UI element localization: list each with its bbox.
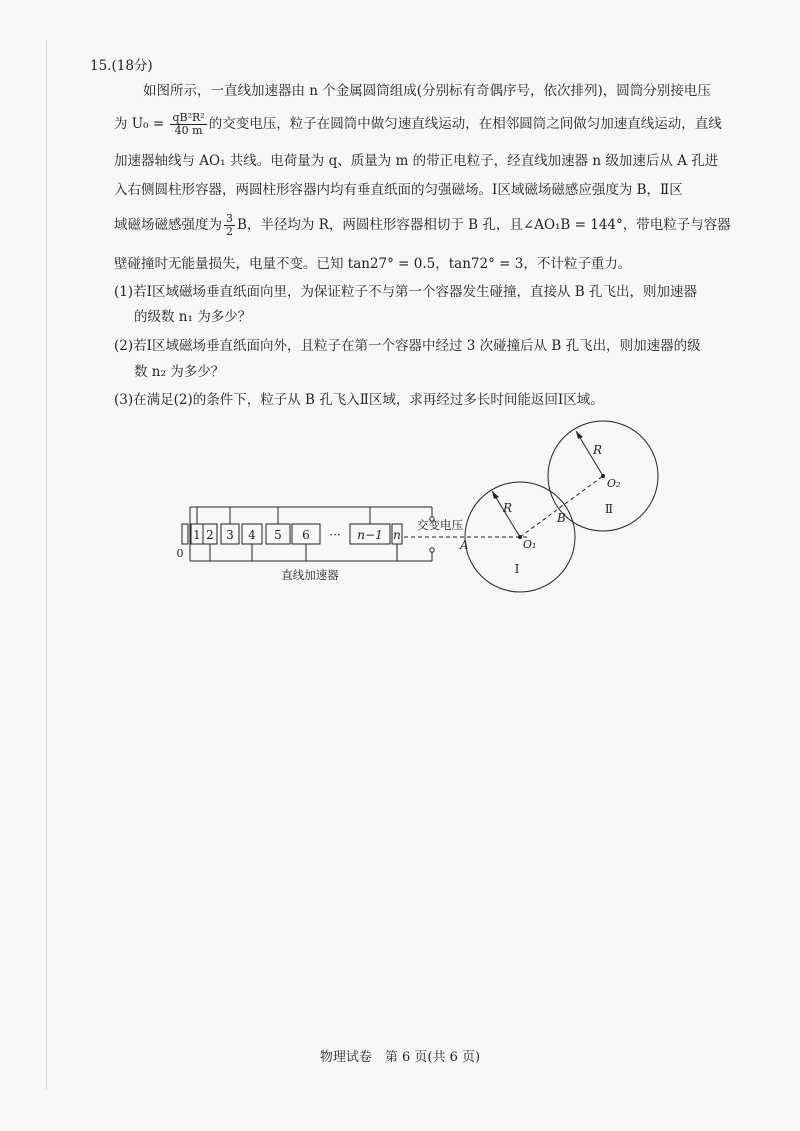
plate-zero-label: 0 — [176, 547, 184, 560]
question-number: 15. — [90, 58, 112, 74]
tube-label-4: 4 — [248, 528, 256, 542]
field2-numerator: 3 — [226, 212, 233, 225]
subq2-line-2: 数 n₂ 为多少？ — [134, 364, 225, 380]
accelerator-label: 直线加速器 — [281, 568, 339, 582]
field2-prefix: 域磁场磁感强度为 — [114, 217, 222, 233]
point-b-label: B — [557, 511, 566, 525]
tube-label-n-1: n−1 — [357, 528, 383, 542]
subq3-line-1: (3)在满足(2)的条件下，粒子从 B 孔飞入Ⅱ区域，求再经过多长时间能返回Ⅰ区域。 — [114, 392, 604, 408]
stem-line-6: 壁碰撞时无能量损失，电量不变。已知 tan27° = 0.5，tan72° = 3，不计粒子重力。 — [114, 256, 632, 272]
voltage-prefix: 为 U₀ = — [114, 116, 165, 132]
voltage-numerator: qB²R² — [172, 111, 205, 124]
center-o2-dot — [601, 474, 605, 478]
field2-denominator: 2 — [226, 225, 233, 238]
field2-suffix: B，半径均为 R，两圆柱形容器相切于 B 孔，且∠AO₁B = 144°，带电粒子与容器 — [237, 217, 731, 233]
tube-label-6: 6 — [302, 528, 310, 542]
region-2-label: Ⅱ — [604, 502, 614, 516]
tube-label-2: 2 — [206, 528, 214, 542]
region-1-label: Ⅰ — [514, 562, 520, 576]
plate-0 — [182, 524, 188, 544]
radius-label-1: R — [503, 501, 513, 515]
radius-arrowhead-2 — [576, 431, 583, 439]
center-o1-dot — [518, 535, 522, 539]
page-footer: 物理试卷 第 6 页(共 6 页) — [319, 1050, 481, 1065]
point-a-label: A — [460, 538, 469, 552]
subq2-line-1: (2)若Ⅰ区域磁场垂直纸面向外，且粒子在第一个容器中经过 3 次碰撞后从 B 孔飞出，则加速器的级 — [114, 338, 701, 354]
radius-arrowhead-1 — [492, 491, 499, 499]
voltage-denominator: 40 m — [174, 124, 203, 137]
ac-terminal-bottom — [430, 548, 434, 552]
center-o1-label: O₁ — [523, 538, 537, 551]
center-o2-label: O₂ — [607, 477, 621, 490]
tube-ellipsis: ··· — [329, 528, 341, 542]
stem-line-4: 入右侧圆柱形容器，两圆柱形容器内均有垂直纸面的匀强磁场。Ⅰ区域磁场磁感应强度为 B，Ⅱ区 — [114, 182, 683, 198]
tube-label-n: n — [393, 528, 401, 542]
o1-o2-dashed-line — [520, 476, 603, 537]
tube-label-3: 3 — [226, 528, 234, 542]
radius-label-2: R — [593, 443, 603, 457]
voltage-suffix: 的交变电压，粒子在圆筒中做匀速直线运动，在相邻圆筒之间做匀加速直线运动，直线 — [208, 116, 722, 132]
ac-voltage-label: 交变电压 — [417, 518, 463, 532]
stem-line-1: 如图所示，一直线加速器由 n 个金属圆筒组成(分别标有奇偶序号，依次排列)，圆筒分别接电压 — [143, 83, 711, 99]
question-score: (18分) — [111, 58, 153, 74]
subq1-line-1: (1)若Ⅰ区域磁场垂直纸面向里，为保证粒子不与第一个容器发生碰撞，直接从 B 孔飞出，则加速器 — [114, 284, 697, 300]
subq1-line-2: 的级数 n₁ 为多少？ — [134, 309, 252, 325]
stem-line-3: 加速器轴线与 AO₁ 共线。电荷量为 q、质量为 m 的带正电粒子，经直线加速器 n 级加速后从 A 孔进 — [114, 153, 719, 169]
tube-label-1: 1 — [193, 528, 201, 542]
tube-label-5: 5 — [274, 528, 282, 542]
